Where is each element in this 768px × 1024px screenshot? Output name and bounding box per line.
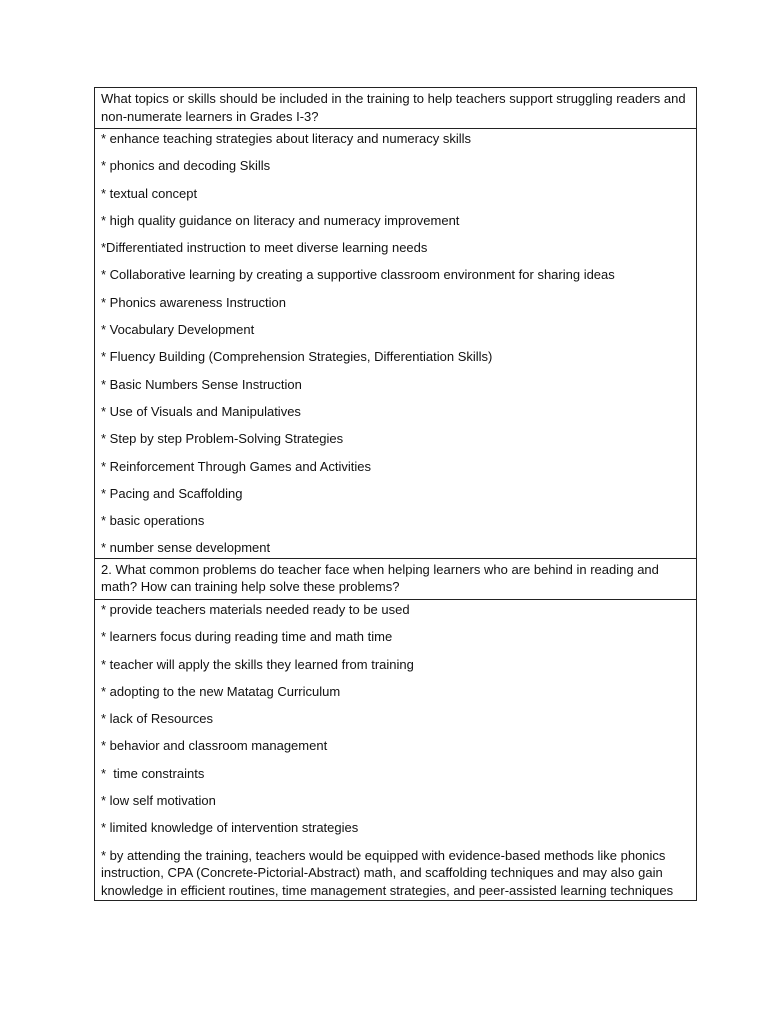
answer-2-item: * lack of Resources (101, 711, 213, 727)
answer-1-item: * basic operations (101, 513, 205, 529)
answers-2-cell (95, 599, 696, 900)
answer-1-item: * Vocabulary Development (101, 322, 255, 338)
answer-1-item: * number sense development (101, 540, 271, 556)
question-1-text: What topics or skills should be included in the training to help teachers support struggling readers and non-numerate learners in Grades I-3? (101, 91, 686, 124)
answer-1-item: * Use of Visuals and Manipulatives (101, 403, 301, 419)
answer-1-item: * Phonics awareness Instruction (101, 294, 286, 310)
answer-2-item: * teacher will apply the skills they learned from training (101, 656, 414, 672)
answer-2-item: * adopting to the new Matatag Curriculum (101, 683, 341, 699)
answer-1-item: *Differentiated instruction to meet diverse learning needs (101, 240, 428, 256)
answer-2-item: * low self motivation (101, 793, 216, 809)
answer-1-item: * Step by step Problem-Solving Strategies (101, 431, 344, 447)
answer-1-item: * Pacing and Scaffolding (101, 485, 243, 501)
answer-2-item: * time constraints (101, 765, 205, 781)
question-1-cell (95, 88, 696, 128)
survey-table (94, 87, 697, 901)
answer-2-item: * behavior and classroom management (101, 738, 328, 754)
answer-1-item: * Reinforcement Through Games and Activities (101, 458, 372, 474)
answer-2-item: * by attending the training, teachers would be equipped with evidence-based methods like phonics instruction, CPA (Concrete-Pictorial-Abstract) math, and scaffolding techniques and may also gain knowledge in efficient routines, time management strategies, and peer-assisted learning techniques (101, 847, 674, 898)
answer-2-item: * learners focus during reading time and math time (101, 629, 393, 645)
answer-1-item: * high quality guidance on literacy and numeracy improvement (101, 212, 460, 228)
question-2-cell (95, 558, 696, 599)
answer-1-item: * Fluency Building (Comprehension Strategies, Differentiation Skills) (101, 349, 493, 365)
answers-1-cell (95, 128, 696, 558)
question-2-text: 2. What common problems do teacher face when helping learners who are behind in reading and math? How can training help solve these problems? (101, 561, 659, 595)
answer-1-item: * phonics and decoding Skills (101, 158, 271, 174)
answer-1-item: * textual concept (101, 185, 198, 201)
answer-2-item: * limited knowledge of intervention strategies (101, 820, 359, 836)
answer-1-item: * Basic Numbers Sense Instruction (101, 376, 302, 392)
answer-1-item: * Collaborative learning by creating a supportive classroom environment for sharing ideas (101, 267, 615, 283)
answer-1-item: * enhance teaching strategies about literacy and numeracy skills (101, 131, 471, 146)
answer-2-item: * provide teachers materials needed ready to be used (101, 601, 410, 617)
